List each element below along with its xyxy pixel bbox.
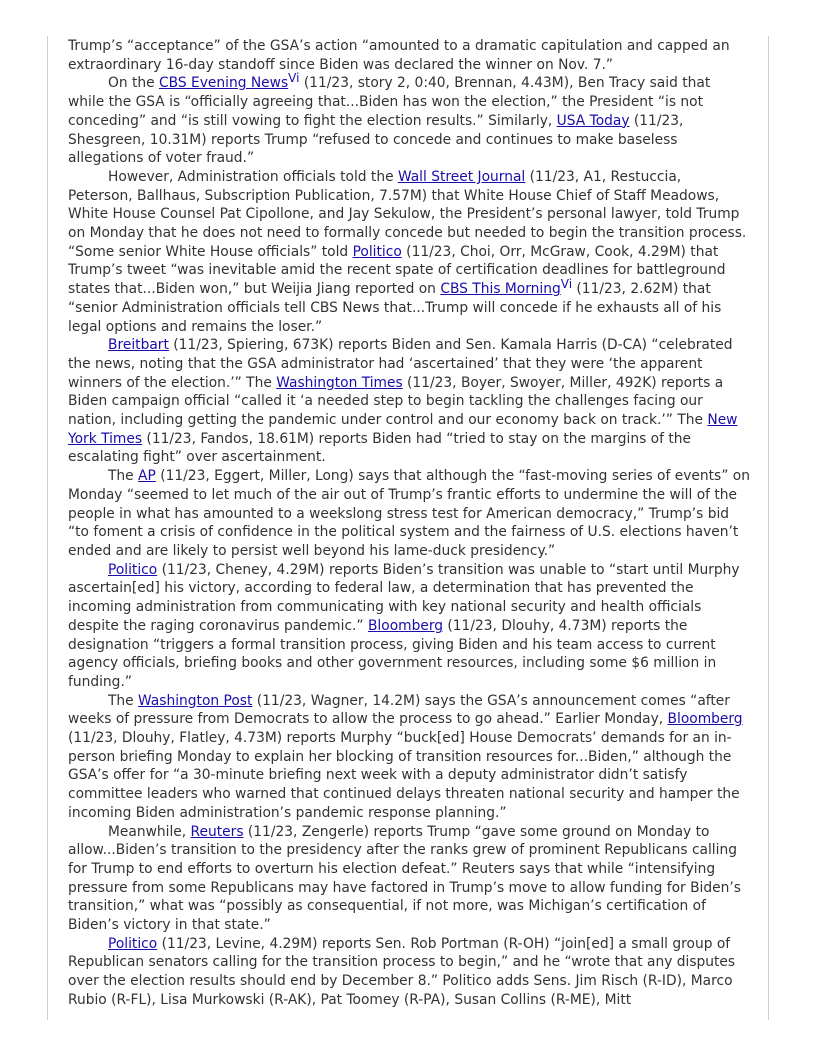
body-text: (11/23, Shesgreen, 10.31M) reports Trump “refused to concede and continues to make baseless allegations of voter fraud.” xyxy=(68,112,684,167)
source-link[interactable]: Politico xyxy=(352,243,402,260)
body-text: The xyxy=(108,468,139,485)
body-text: Trump’s “acceptance” of the GSA’s action “amounted to a dramatic capitulation and capped an extraordinary 16-day standoff since Biden was declared the winner on Nov. 7.” xyxy=(68,38,730,73)
body-text: (11/23, Dlouhy, 4.73M) reports the designation “triggers a formal transition process, giving Biden and his team access to current agency officials, briefing books and other government resources, including some $6 million in funding.” xyxy=(68,617,717,690)
source-link[interactable]: Politico xyxy=(108,935,158,952)
body-text: (11/23, 2.62M) that “senior Administration officials tell CBS News that...Trump will concede if he exhausts all of his legal options and remains the loser.” xyxy=(68,281,722,335)
source-link[interactable]: CBS Evening News xyxy=(159,75,289,92)
body-text: (11/23, Dlouhy, Flatley, 4.73M) reports Murphy “buck[ed] House Democrats’ demands for an in-person briefing Monday to explain her blocking of transition resources for...Biden,” although the GSA’s offer for “a 30-minute briefing next week with a deputy administrator didn’t satisfy committee leaders who warned that continued delays threaten national security and hamper the incoming Biden administration’s pandemic response planning.” xyxy=(68,730,740,821)
paragraph xyxy=(68,935,750,1010)
body-text: (11/23, Choi, Orr, McGraw, Cook, 4.29M) that Trump’s tweet “was inevitable amid the recent spate of certification deadlines for battleground states that...Biden won,” but Weijia Jiang reported on xyxy=(68,243,726,298)
body-text: (11/23, Levine, 4.29M) reports Sen. Rob Portman (R-OH) “join[ed] a small group of Republican senators calling for the transition process to begin,” and he “wrote that any disputes over the election results should end by December 8.” Politico adds Sens. Jim Risch (R-ID), Marco Rubio (R-FL), Lisa Murkowski (R-AK), Pat Toomey (R-PA), Susan Collins (R-ME), Mitt xyxy=(68,935,736,1008)
body-text: (11/23, A1, Restuccia, Peterson, Ballhaus, Subscription Publication, 7.57M) that White House Chief of Staff Meadows, White House Counsel Pat Cipollone, and Jay Sekulow, the President’s personal lawyer, told Trump on Monday that he does not need to formally concede but needed to begin the transition process. “Some senior White House officials” told xyxy=(68,168,747,260)
left-margin-rule xyxy=(47,36,48,1020)
body-text: However, Administration officials told the xyxy=(108,168,398,185)
source-link[interactable]: Washington Post xyxy=(138,692,253,709)
source-link[interactable]: Reuters xyxy=(190,823,244,840)
paragraph xyxy=(68,467,750,561)
source-link[interactable]: AP xyxy=(138,468,156,485)
body-text: (11/23, story 2, 0:40, Brennan, 4.43M), Ben Tracy said that while the GSA is “officially agreeing that...Biden has won the election,” the President “is not conceding” and “is still vowing to fight the election results.” Similarly, xyxy=(68,75,711,129)
paragraph xyxy=(68,823,750,935)
body-text: The xyxy=(108,692,139,709)
body-text: (11/23, Boyer, Swoyer, Miller, 492K) reports a Biden campaign official “called it ‘a needed step to begin tackling the challenges facing our nation, including getting the pandemic under control and our economy back on track.’” The xyxy=(68,374,724,429)
source-link[interactable]: Bloomberg xyxy=(367,617,444,634)
right-margin-rule xyxy=(768,36,769,1020)
source-link[interactable]: New York Times xyxy=(68,412,738,447)
paragraph xyxy=(68,71,750,168)
source-link[interactable]: USA Today xyxy=(556,112,630,129)
source-link[interactable]: Politico xyxy=(108,561,158,578)
body-text: (11/23, Eggert, Miller, Long) says that although the “fast-moving series of events” on Monday “seemed to let much of the air out of Trump’s frantic efforts to undermine the will of the people in what has amounted to a weekslong stress test for American democracy,” Trump’s bid “to foment a crisis of confidence in the political system and the fairness of U.S. elections haven’t ended and are likely to persist well beyond his lame-duck presidency.” xyxy=(68,468,750,559)
body-text: (11/23, Zengerle) reports Trump “gave some ground on Monday to allow...Biden’s transition to the presidency after the ranks grew of prominent Republicans calling for Trump to end efforts to overturn his election defeat.” Reuters says that while “intensifying pressure from some Republicans may have factored in Trump’s move to allow funding for Biden’s transition,” what was “possibly as consequential, if not more, was Michigan’s certification of Biden’s victory in that state.” xyxy=(68,823,741,934)
paragraph xyxy=(68,561,750,692)
source-link[interactable]: Wall Street Journal xyxy=(397,168,526,185)
video-indicator[interactable]: Vi xyxy=(560,277,573,292)
source-link[interactable]: CBS This Morning xyxy=(440,281,561,298)
video-indicator[interactable]: Vi xyxy=(288,71,300,86)
paragraph xyxy=(68,168,750,336)
body-text: (11/23, Fandos, 18.61M) reports Biden had “tried to stay on the margins of the escalating fight” over ascertainment. xyxy=(68,430,691,466)
body-text: (11/23, Spiering, 673K) reports Biden and Sen. Kamala Harris (D-CA) “celebrated the news, noting that the GSA administrator had ‘ascertained’ that they were ‘the apparent winners of the election.’” The xyxy=(68,337,733,391)
body-text: (11/23, Wagner, 14.2M) says the GSA’s announcement comes “after weeks of pressure from Democrats to allow the process to go ahead.” Earlier Monday, xyxy=(68,692,730,728)
body-text: (11/23, Cheney, 4.29M) reports Biden’s transition was unable to “start until Murphy ascertain[ed] his victory, according to federal law, a determination that has prevented the incoming administration from communicating with key national security and health officials despite the raging coronavirus pandemic.” xyxy=(68,561,740,634)
paragraph xyxy=(68,37,750,74)
paragraph xyxy=(68,692,750,823)
paragraph xyxy=(68,336,750,467)
body-text: Meanwhile, xyxy=(108,823,191,840)
document-body xyxy=(68,37,750,1010)
body-text: On the xyxy=(108,75,160,92)
source-link[interactable]: Bloomberg xyxy=(667,711,743,728)
source-link[interactable]: Breitbart xyxy=(108,337,169,354)
source-link[interactable]: Washington Times xyxy=(276,374,403,391)
